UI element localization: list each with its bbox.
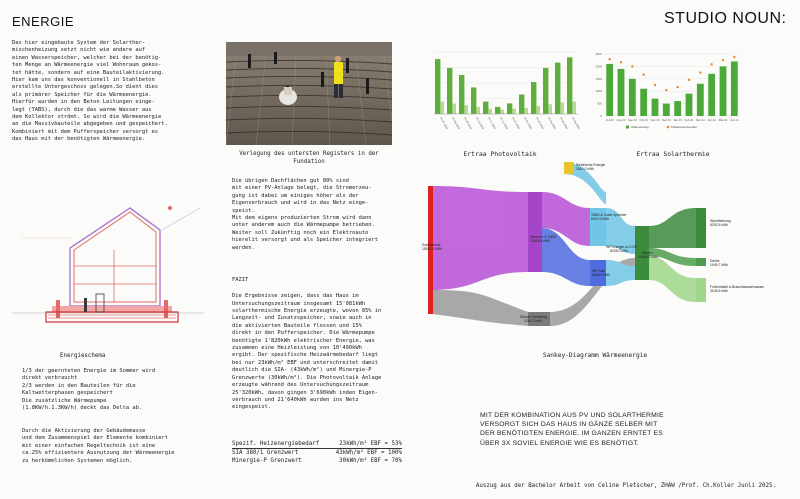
efficiency-text: Durch die Aktivierung der Gebäudemasse und dem Zusammenspiel der Elemente kombiniert mit einer einfachen Regeltechnik ist eine ca.25% effizientere Ausnutzung der Wärmeenergie zu herkömmlichen Systemen möglich. [22,428,175,464]
sankey-label: TABS & Zuatz Speicher 6410.9 kWh [591,213,627,221]
conclusion-text: MIT DER KOMBINATION AUS PV UND SOLARTHERMIE VERSORGT SICH DAS HAUS IN GÄNZE SELBER MIT DER BENÖTIGTEN ENERGIE. IM GANZEN ERNTET ES ÜBER 3X SOVIEL ENERGIE WIE ES BENÖTIGT. [480,412,664,447]
tick-label: Sep 23 [627,118,637,122]
sankey-caption: Sankey-Diagramm Wärmeenergie [542,352,648,359]
bar [708,74,715,116]
spec-value: 43kWh/m² EBF = 100% [335,450,402,456]
spec-label: Minergie-P Grenzwert [232,458,302,464]
bar [555,63,560,114]
scheme-caption: Energieschema [60,353,106,359]
temperature-point [710,63,712,65]
pv-text: Die übrigen Dachflächen gut 80% sind mit einer PV-Anlage belegt, die Stromerzeu- gung ist dabei um einiges höher als der Eigenverbrauch und wird in das Netz einge- speist. Mit dem eigens produzierten Strom wird dann unter anderem auch die Wärmepumpe betrieben. Weiter soll Zukünftig noch ein Elektroauto hierelit versorgt und als Speicher integriert werden. [232,178,379,251]
sankey-diagram [420,162,770,342]
bar [674,101,681,116]
bar [500,110,504,114]
tick-label: Jun 24 [730,118,739,122]
temperature-point [699,71,701,73]
bar [452,103,456,114]
tick-label: 01.03.2024 [535,117,545,130]
bar [519,95,524,114]
energy-scheme-drawing [12,178,204,343]
page-title: ENERGIE [12,14,75,29]
bar [471,87,476,114]
tick-label: Jul 23 [605,118,614,122]
bar [686,94,693,116]
bar [543,68,548,114]
bar [548,104,552,114]
sankey-flow [432,186,528,290]
bar [640,89,647,116]
tick-label: 500 [596,101,602,106]
tick-label: 01.07.2023 [439,117,449,130]
sankey-label: Speicher & TABS 12818.9 kWh [530,235,557,243]
tick-label: 01.09.2023 [463,117,473,130]
bar [560,102,564,114]
tick-label: 01.05.2024 [559,117,569,130]
bar [618,69,625,116]
bar [447,68,452,114]
tick-label: Nov 23 [650,118,660,122]
fazit-body: Die Ergebnisse zeigen, dass das Haus im Untersuchungszeitraum insgesamt 15'081kWh solarthermische Energie erzeugte, wovon 85% in Langzeit- und Zusatzspeicher, sowie auch in die aktivierten Bauteile flossen und 15% direkt in den Pufferspeicher. Die Wärmepumpe benötigte 1'820kWh elektrischer Energie, was zusammen eine Heizleistung von 10'490kWh ergibt. Der spezifische Heizwärmebedarf liegt bei nur 23kWh/m² EBF und unterschreitet damit deutlich die SIA- (43kWh/m²) und Minergie-P Grenzwerte (30kWh/m²). Die Photovoltaik Anlage erzeugte während des Untersuchungszeitraum 25'320kWh, davon gingen 3'690kWh inden Eigen- verbrauch und 21'640kWh wurden ins Netz eingespeist. [232,293,382,411]
temperature-point [733,56,735,58]
spec-table [232,440,402,465]
temperature-point [608,58,610,60]
tick-label: 01.12.2023 [499,117,509,130]
tick-label: Dez 23 [661,118,671,122]
construction-photo [226,42,392,145]
spec-value: 23kWh/m² EBF = 53% [329,440,402,449]
fazit-section [232,270,402,419]
bar [652,99,659,116]
fazit-heading: FAZIT [232,277,249,284]
bar [697,84,704,116]
sankey-label: Fußenhaltel & Brauchwasserwasser 3146.6 kWh [710,285,765,293]
tick-label: Jan 24 [673,118,682,122]
bar [663,104,670,116]
sankey-node [696,278,706,302]
legend-label: Kollektortemperatur [671,125,698,129]
legend-label: Wärmeertrag [631,125,649,129]
tick-label: 01.04.2024 [547,117,557,130]
temperature-point [642,73,644,75]
tick-label: 01.11.2023 [487,117,497,130]
bar [488,109,492,114]
bar [483,102,488,114]
tick-label: 1500 [595,76,602,81]
sankey-label: Wandheizung 6293.9 kWh [710,219,731,227]
solar-thermal-chart [586,46,756,151]
temperature-point [665,89,667,91]
bar [720,66,727,116]
table-row [232,449,402,458]
spec-label: SIA 380/1 Grenzwert [232,450,299,456]
bar [435,59,440,114]
tick-label: 01.02.2024 [523,117,533,130]
bar [512,109,516,114]
photo-caption: Verlegung des untersten Registers in der Fundation [239,151,379,165]
sankey-flows [432,162,696,326]
sankey-node [528,192,542,272]
scheme-notes: 1/3 der geernteten Energie im Sommer wird direkt verbraucht 2/3 werden in den Bauteilen für die Kaltwetterphasen gespeichert Die zusätzliche Wärmepumpe (1.8KW/h.1.3KW/h) deckt das Delta ab. [22,368,156,412]
legend-swatch [626,126,629,129]
bar [536,106,540,114]
temperature-point [688,79,690,81]
sankey-label: Solartherme 15081.0 kWh [422,243,442,251]
tick-label: Feb 24 [684,118,694,122]
sankey-label: WP Sole 6408.0 kWh [592,269,611,277]
legend-swatch [667,126,670,129]
tick-label: 2000 [595,64,602,69]
bar [567,57,572,114]
footer-credit: Auszug aus der Bachelor Arbeit von Celine Pletscher, ZHAW /Prof. Ch.Koller Junli 2025. [475,483,776,489]
tick-label: 2500 [595,52,602,56]
sankey-node [696,208,706,248]
tick-label: 01.01.2024 [511,117,521,130]
sankey-flow [649,208,696,248]
tick-label: Mai 24 [718,118,728,122]
sankey-label: Elektrische Energie 1820.0 kWh [576,163,606,171]
studio-logo: STUDIO NOUN: [664,10,787,27]
table-row [232,457,402,465]
bar [459,75,464,114]
intro-text: Das hier eingebaute System der Solarther- mischenheizung setzt nicht wie andere auf einen Wasserspeicher, welcher bei der benötig- ten Menge an Wärmeenergie viel Wohnraum gekos- tet hätte, sondern auf eine Bauteilaktivierung. Hier kam uns das konventionell in Stahlbeton erstellte Untergeschoss gelegen.So dient dies als primärer Speicher für die Wärmeenergie. Hierfür wurden in den Beton Leitungen einge- legt (TABS), durch die das warme Wasser aus dem Kollektor strömt. So wird die Wärmeenergie an die Massivbauteile abgegeben und gespeichert. Kombiniert mit dem Pufferspeicher versorgt es das Haus mit der benötigten Wärmeenergie. [12,40,168,143]
st-chart-caption: Ertraa Solarthermie [636,150,710,158]
tick-label: Apr 24 [707,118,716,122]
bar [476,107,480,114]
bar [572,102,576,114]
sankey-flow [432,290,528,326]
sankey-node [696,258,706,266]
temperature-point [620,61,622,63]
bar [495,107,500,114]
bar [464,105,468,114]
tick-label: 01.10.2023 [475,117,485,130]
sankey-node [564,162,574,174]
sankey-label: WP Energie zu COP 8228.0 kWh [606,245,637,253]
tick-label: 01.08.2023 [451,117,461,130]
temperature-point [676,86,678,88]
tick-label: 0 [600,114,602,118]
bar [524,108,528,114]
bar [531,82,536,114]
pv-yield-chart [420,46,580,151]
temperature-point [722,59,724,61]
tick-label: Okt 23 [639,118,648,122]
sankey-label: Heizen 10490.2 kWh [638,251,658,259]
bar [440,102,444,114]
temperature-point [631,65,633,67]
temperature-point [654,84,656,86]
pv-chart-caption: Ertraa Photovoltaik [463,150,537,158]
table-row [232,440,402,449]
bar [629,79,636,116]
tick-label: Mar 24 [695,118,705,122]
sankey-label: Decke 1049.7 kWh [710,259,729,267]
bar [507,103,512,114]
spec-value: 30kWh/m² EBF = 70% [339,458,402,464]
bar [731,61,738,116]
sankey-label: Direkte Verteilung 2262.2 kWh [520,315,547,323]
bar [606,64,613,116]
spec-label: Spezif. Heizenergiebedarf [232,440,329,449]
tick-label: 1000 [595,89,602,94]
tick-label: Aug 23 [616,118,626,122]
tick-label: 01.06.2024 [571,117,580,130]
